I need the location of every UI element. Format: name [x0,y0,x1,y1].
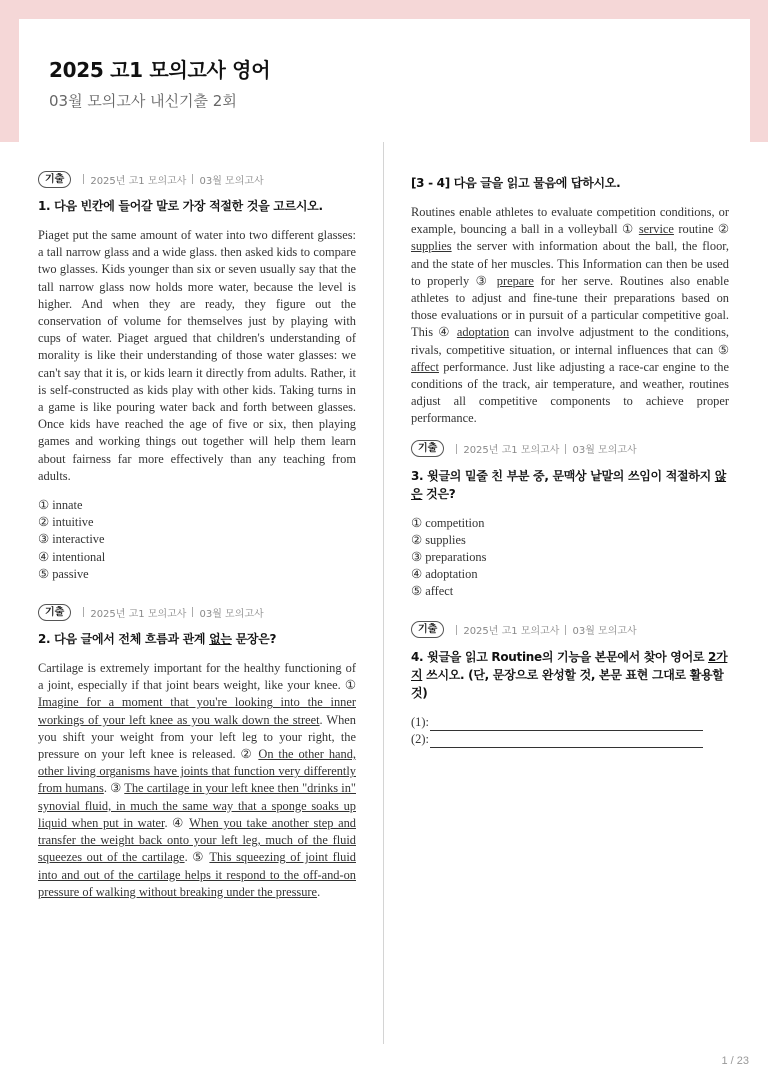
option[interactable]: ② intuitive [38,515,94,530]
underlined-sentence-5: This squeezing of joint fluid into and out of the cartilage helps it respond to the off-and-on pressure of walking without breaking under the pressure [38,850,356,899]
meta-month: 03월 모의고사 [572,626,637,638]
q2-prompt-post: 문장은? [231,632,277,647]
passage-text: performance. Just like adjusting a race-car engine to the conditions of the track, air temperature, and weather, routines adjust all competitive components to achieve proper performance. [411,359,729,426]
meta-month: 03월 모의고사 [572,445,637,457]
underlined-sentence-3: The cartilage in your left knee then "drinks in" synovial fluid, in much the same way that a sponge soaks up liquid when put in water [38,781,356,830]
source-tag: 기출 [38,604,71,621]
passage-text: . [317,884,321,899]
answer-label-1: (1): [411,714,429,729]
answer-line-1[interactable] [430,717,703,731]
meta-separator [456,625,457,635]
meta-year: 2025년 고1 모의고사 [90,608,187,620]
q34-instruction: [3 - 4] 다음 글을 읽고 물음에 답하시오. [411,176,621,190]
q2-prompt [38,630,356,648]
meta-year: 2025년 고1 모의고사 [90,175,187,187]
passage-text: . ③ [103,781,125,796]
underlined-word-3: prepare [496,273,534,288]
option[interactable]: ⑤ passive [38,566,89,581]
q4-prompt-post: 쓰시오. (단, 문장으로 완성할 것, 본문 표현 그대로 활용할 것) [411,667,724,700]
q4-prompt-emphasis: 2가지 [411,649,728,682]
underlined-sentence-4: When you take another step and transfer the weight back onto your left leg, much of the fluid squeezes out of the cartilage [38,815,356,865]
underlined-word-1: service [638,222,674,237]
source-tag: 기출 [411,621,444,638]
q3-prompt-post: 것은? [422,486,456,501]
option[interactable]: ① innate [38,498,83,513]
passage-text: the server with information about the ball, the floor, and the state of her muscles. This Information can then be used to properly ③ [411,239,729,288]
question-3 [411,440,729,601]
left-column [38,170,356,913]
passage-text: can involve adjustment to the conditions, rivals, competitive situation, or internal influences that can ⑤ [411,325,729,357]
passage-text: for her serve. Routines also enable athletes to adjust and fine-tune their preparations based on those evaluations or in pursuit of a particular competitive goal. This ④ [411,273,729,340]
q2-prompt-pre: 2. 다음 글에서 전체 흐름과 관계 [38,632,210,647]
passage-text: Routines enable athletes to evaluate competition conditions, or example, bouncing a ball in a volleyball ① [411,205,729,237]
passage-text: Cartilage is extremely important for the healthy functioning of a joint, especially if that joint bears weight, like your knee. ① [38,661,356,693]
meta-separator [456,444,457,454]
q3-options [411,515,729,601]
column-divider [383,142,384,1044]
passage-text: . ④ [164,815,190,830]
underlined-word-5: affect [411,359,439,374]
q1-prompt: 1. 다음 빈칸에 들어갈 말로 가장 적절한 것을 고르시오. [38,199,323,213]
q2-passage [38,660,356,901]
meta-month: 03월 모의고사 [199,175,264,187]
question-2 [38,603,356,901]
option[interactable]: ② supplies [411,532,466,547]
q4-prompt [411,648,729,702]
option[interactable]: ③ preparations [411,550,487,565]
meta-year: 2025년 고1 모의고사 [463,626,560,638]
question-4 [411,621,729,748]
q2-meta [38,603,356,621]
answer-row-1[interactable] [411,714,729,731]
underlined-word-2: supplies [411,239,452,254]
source-tag: 기출 [38,171,71,188]
q3-prompt-emphasis: 않은 [411,468,727,501]
q1-passage: Piaget put the same amount of water into two different glasses: a tall narrow glass and a wide glass. then asked kids to compare two glasses. Kids younger than six or seven usually say that the tall narrow glass now holds more water, because the level is higher. And when they are ready, they figure out the conservation of volume for themselves just by playing with cups of water. Piaget argued that children's understanding of morality is like their understanding of those water glasses: we can't say that it is, or kids learn it directly from adults. Rather, it is self-constructed as kids play with other kids. Taking turns in a game is like pouring water back and forth between glasses. Once kids have reached the age of five or six, then playing games and working things out together will help them learn about fairness far more effectively than any teaching from adults. [38,228,356,483]
underlined-word-4: adoptation [456,325,510,340]
right-column [411,170,729,748]
passage-text: . When you shift your weight from your left leg to your right, the pressure on your left knee is released. ② [38,712,357,762]
meta-separator [565,625,566,635]
meta-separator [192,174,193,184]
q1-meta [38,170,356,188]
answer-row-2[interactable] [411,731,729,748]
meta-separator [83,607,84,617]
option[interactable]: ④ intentional [38,549,106,564]
question-1 [38,170,356,583]
q3-meta [411,440,729,458]
passage-text: routine ② [673,222,730,237]
underlined-sentence-1: Imagine for a moment that you're looking into the inner workings of your left knee as you walk down the street [38,695,356,727]
option[interactable]: ⑤ affect [411,584,454,599]
answer-label-2: (2): [411,731,429,746]
q34-passage [411,204,729,428]
meta-separator [83,174,84,184]
source-tag: 기출 [411,440,444,457]
page-number: 1 / 23 [721,1055,749,1067]
option[interactable]: ① competition [411,515,485,530]
meta-year: 2025년 고1 모의고사 [463,445,560,457]
option[interactable]: ③ interactive [38,532,105,547]
meta-separator [192,607,193,617]
q3-prompt [411,467,729,503]
page-subtitle: 03월 모의고사 내신기출 2회 [49,92,237,110]
q4-prompt-pre: 4. 윗글을 읽고 Routine의 기능을 본문에서 찾아 영어로 [411,649,709,664]
q1-options [38,497,356,583]
q2-prompt-emphasis: 없는 [209,632,232,647]
page-title: 2025 고1 모의고사 영어 [49,58,271,82]
meta-month: 03월 모의고사 [199,608,264,620]
underlined-sentence-2: On the other hand, other living organisms have joints that function very differently from humans [38,747,357,796]
header-card [19,19,750,142]
q3-prompt-pre: 3. 윗글의 밑줄 친 부분 중, 문맥상 낱말의 쓰임이 적절하지 [411,468,715,483]
answer-line-2[interactable] [430,734,703,748]
q4-answer-blanks [411,714,729,748]
q4-meta [411,621,729,639]
passage-text: . ⑤ [184,850,210,865]
meta-separator [565,444,566,454]
option[interactable]: ④ adoptation [411,567,478,582]
